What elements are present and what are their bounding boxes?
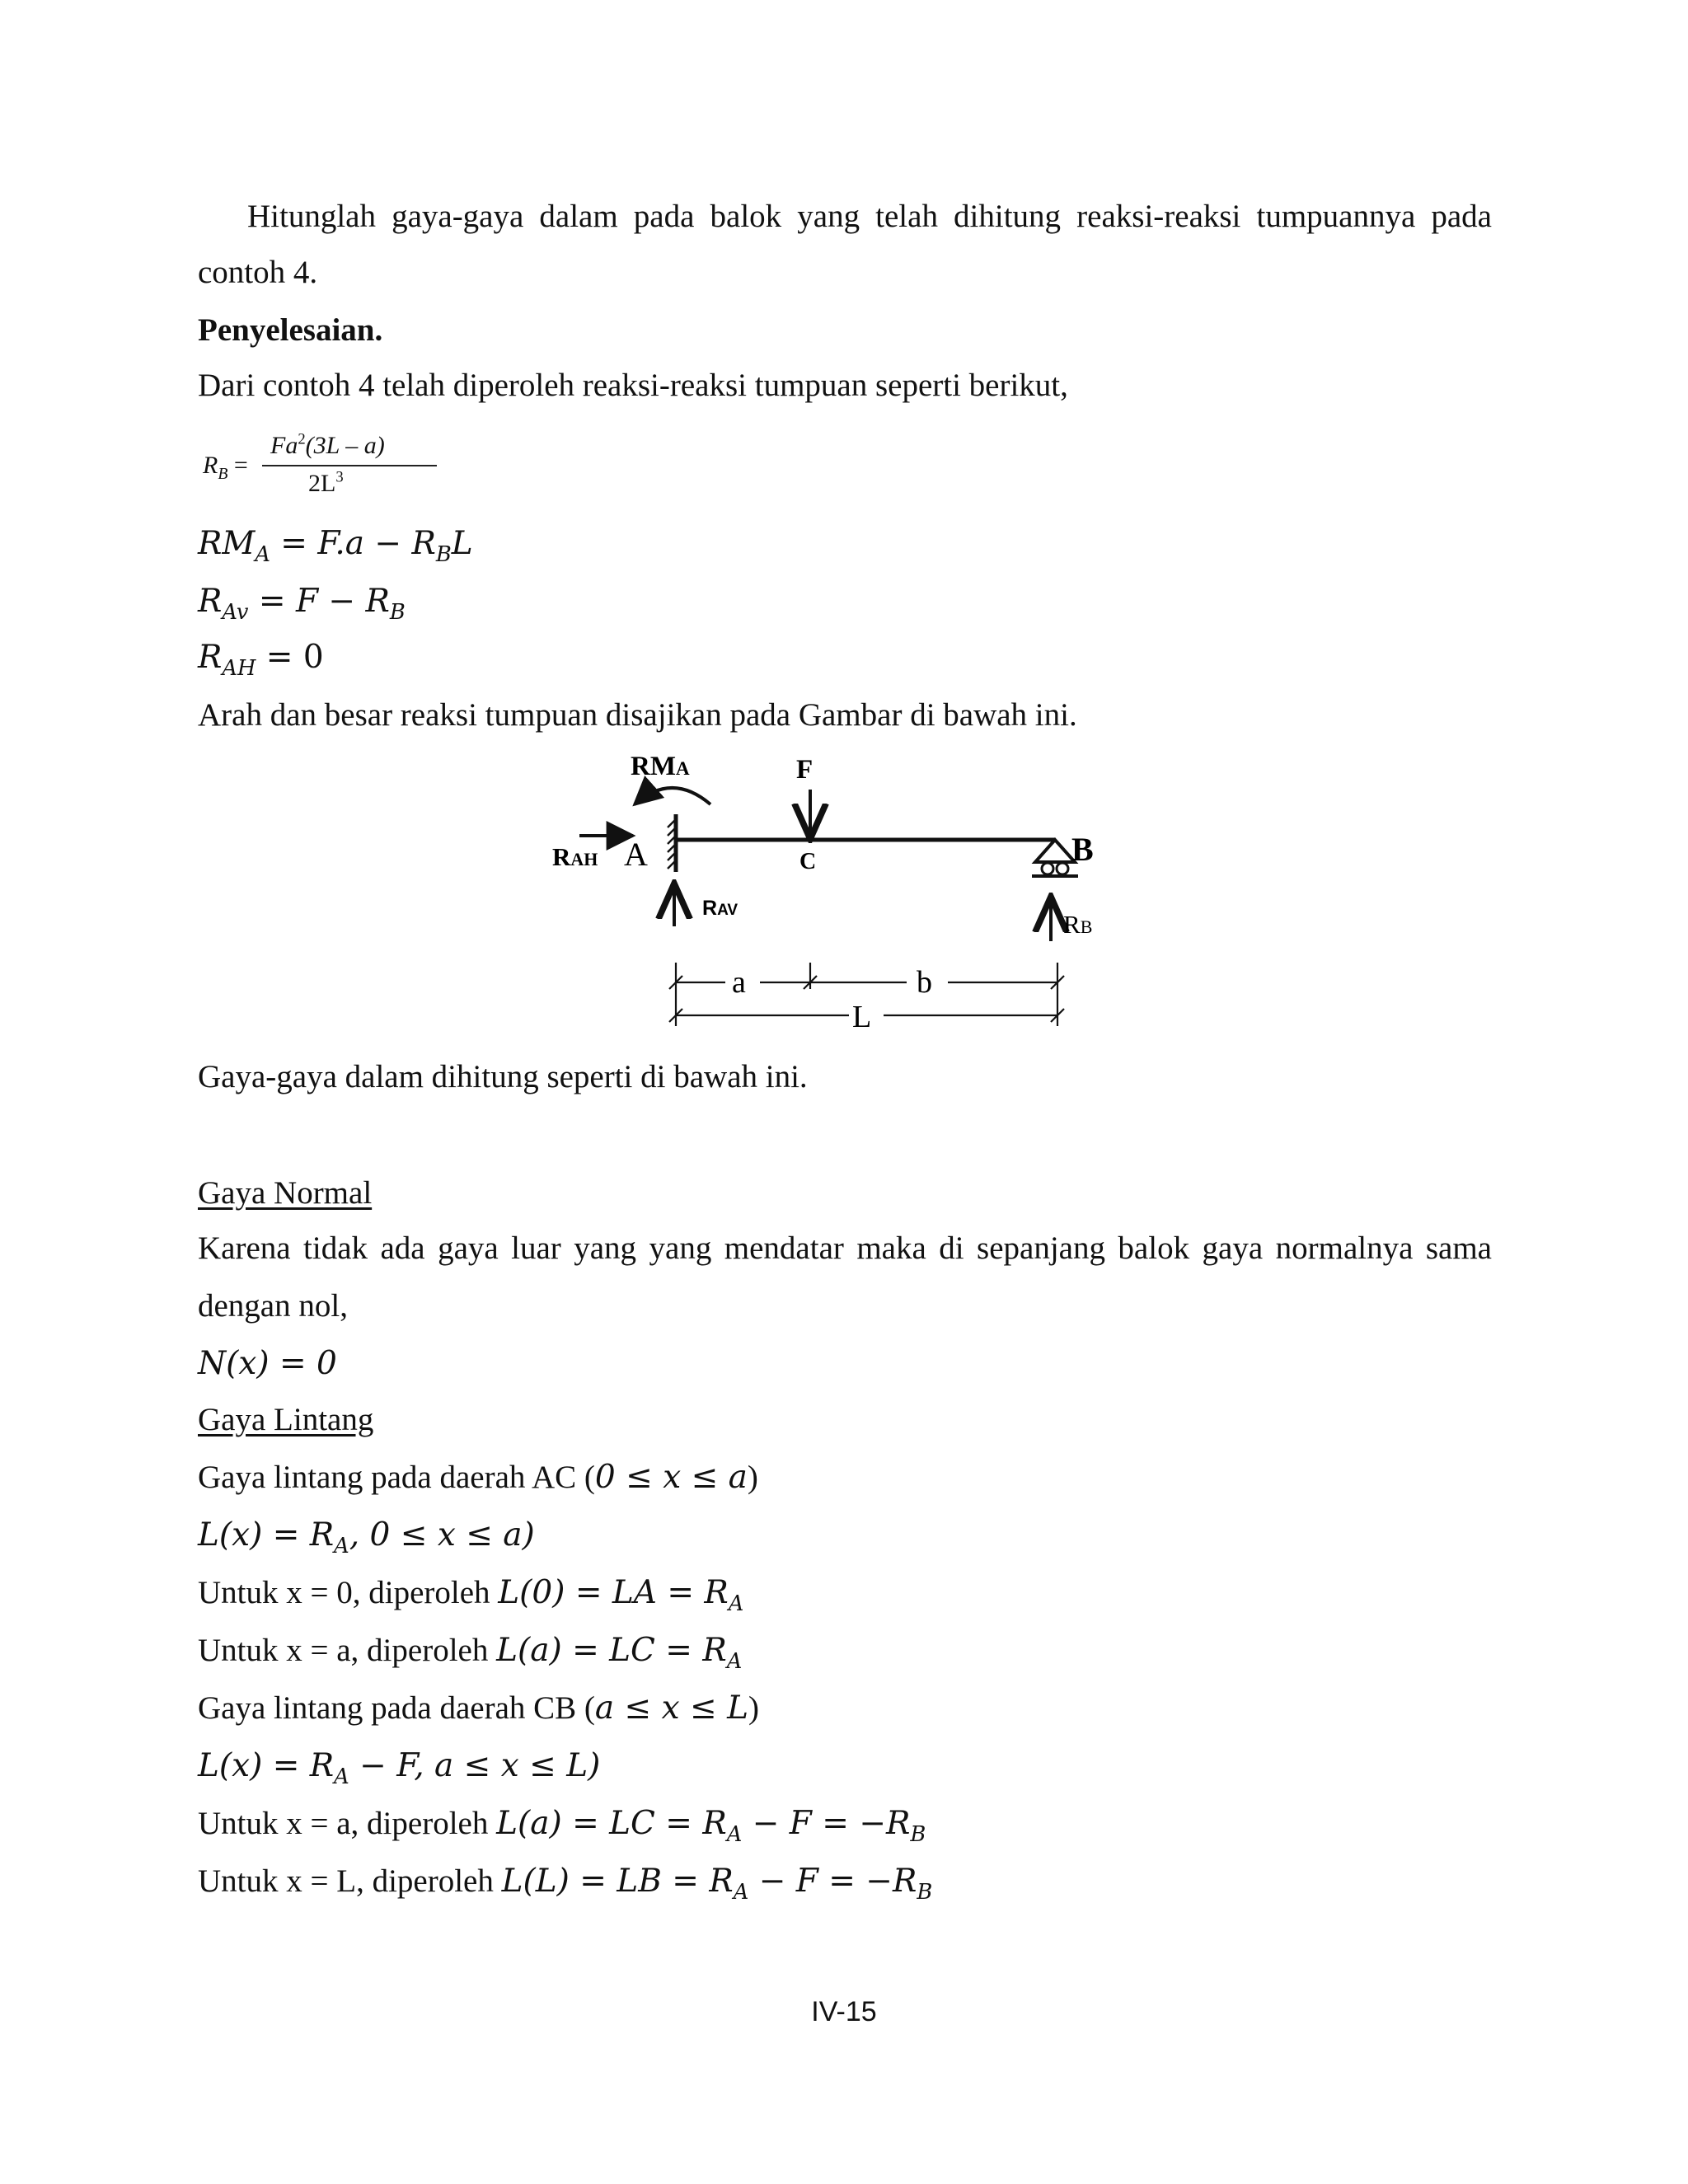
shear-x0-text: Untuk x = 0, diperoleh L(0) = LA = $R_A$ — [198, 1574, 744, 1616]
force-f-label: F — [796, 755, 814, 785]
roller-support-triangle — [1035, 840, 1075, 862]
point-a-label: A — [624, 836, 648, 873]
page-number: IV-15 — [811, 1996, 877, 2027]
roller-wheel-right — [1057, 863, 1068, 874]
rb-formula-lhs: $R_B$ = — [203, 452, 248, 483]
internal-forces-intro: Gaya-gaya dalam dihitung seperti di bawah ini. — [198, 1059, 808, 1094]
equation-rah: $R_{AH} = 0$ — [198, 639, 324, 681]
dimension-l-label: L — [852, 1000, 872, 1034]
dimension-a-label: a — [732, 965, 746, 1000]
shear-ac-text: Gaya lintang pada daerah AC (0 ≤ x ≤ a) — [198, 1459, 758, 1496]
point-c-label: C — [799, 849, 817, 874]
solution-heading: Penyelesaian. — [198, 312, 383, 348]
intro-paragraph-line-2: contoh 4. — [198, 255, 318, 290]
normal-force-heading: Gaya Normal — [198, 1175, 373, 1211]
reactions-intro: Dari contoh 4 telah diperoleh reaksi-reaksi tumpuan seperti berikut, — [198, 368, 1068, 403]
normal-force-text-line-2: dengan nol, — [198, 1288, 348, 1324]
rb-label: RB — [1063, 910, 1093, 939]
shear-xl-text: Untuk x = L, diperoleh L(L) = LB = $R_A - F = -R_B$ — [198, 1863, 933, 1905]
rma-label: RMA — [631, 752, 690, 781]
roller-wheel-left — [1042, 863, 1053, 874]
moment-arc-arrow — [635, 788, 710, 804]
normal-force-text-line-1: Karena tidak ada gaya luar yang yang mendatar maka di sepanjang balok gaya normalnya sama — [198, 1230, 1492, 1266]
equation-rma: $RM_A = F.a - R_BL$ — [198, 525, 473, 567]
equation-normal-force: N(x) = 0 — [198, 1345, 337, 1382]
rah-label: RAH — [552, 842, 598, 871]
shear-cb-text: Gaya lintang pada daerah CB (a ≤ x ≤ L) — [198, 1690, 759, 1727]
point-b-label: B — [1071, 831, 1094, 868]
equation-rav: $R_{Av} = F - R_B$ — [198, 583, 406, 625]
rav-label: RAV — [702, 897, 738, 920]
shear-xa-text: Untuk x = a, diperoleh L(a) = LC = $R_A$ — [198, 1632, 743, 1674]
rb-formula-denominator: $2L^3$ — [308, 468, 344, 497]
dimension-b-label: b — [917, 965, 932, 1000]
shear-xa2-text: Untuk x = a, diperoleh L(a) = LC = $R_A - F = -R_B$ — [198, 1805, 926, 1847]
rb-formula-numerator: Fa$^2$(3L – a) — [270, 430, 385, 459]
shear-force-heading: Gaya Lintang — [198, 1402, 374, 1437]
intro-paragraph-line-1: Hitunglah gaya-gaya dalam pada balok yang telah dihitung reaksi-reaksi tumpuannya pada — [247, 199, 1492, 234]
figure-intro: Arah dan besar reaksi tumpuan disajikan pada Gambar di bawah ini. — [198, 697, 1077, 733]
equation-shear-cb: $L(x) = R_A - F$, a ≤ x ≤ L) — [198, 1747, 601, 1789]
equation-shear-ac: $L(x) = R_A$, 0 ≤ x ≤ a) — [198, 1516, 535, 1558]
